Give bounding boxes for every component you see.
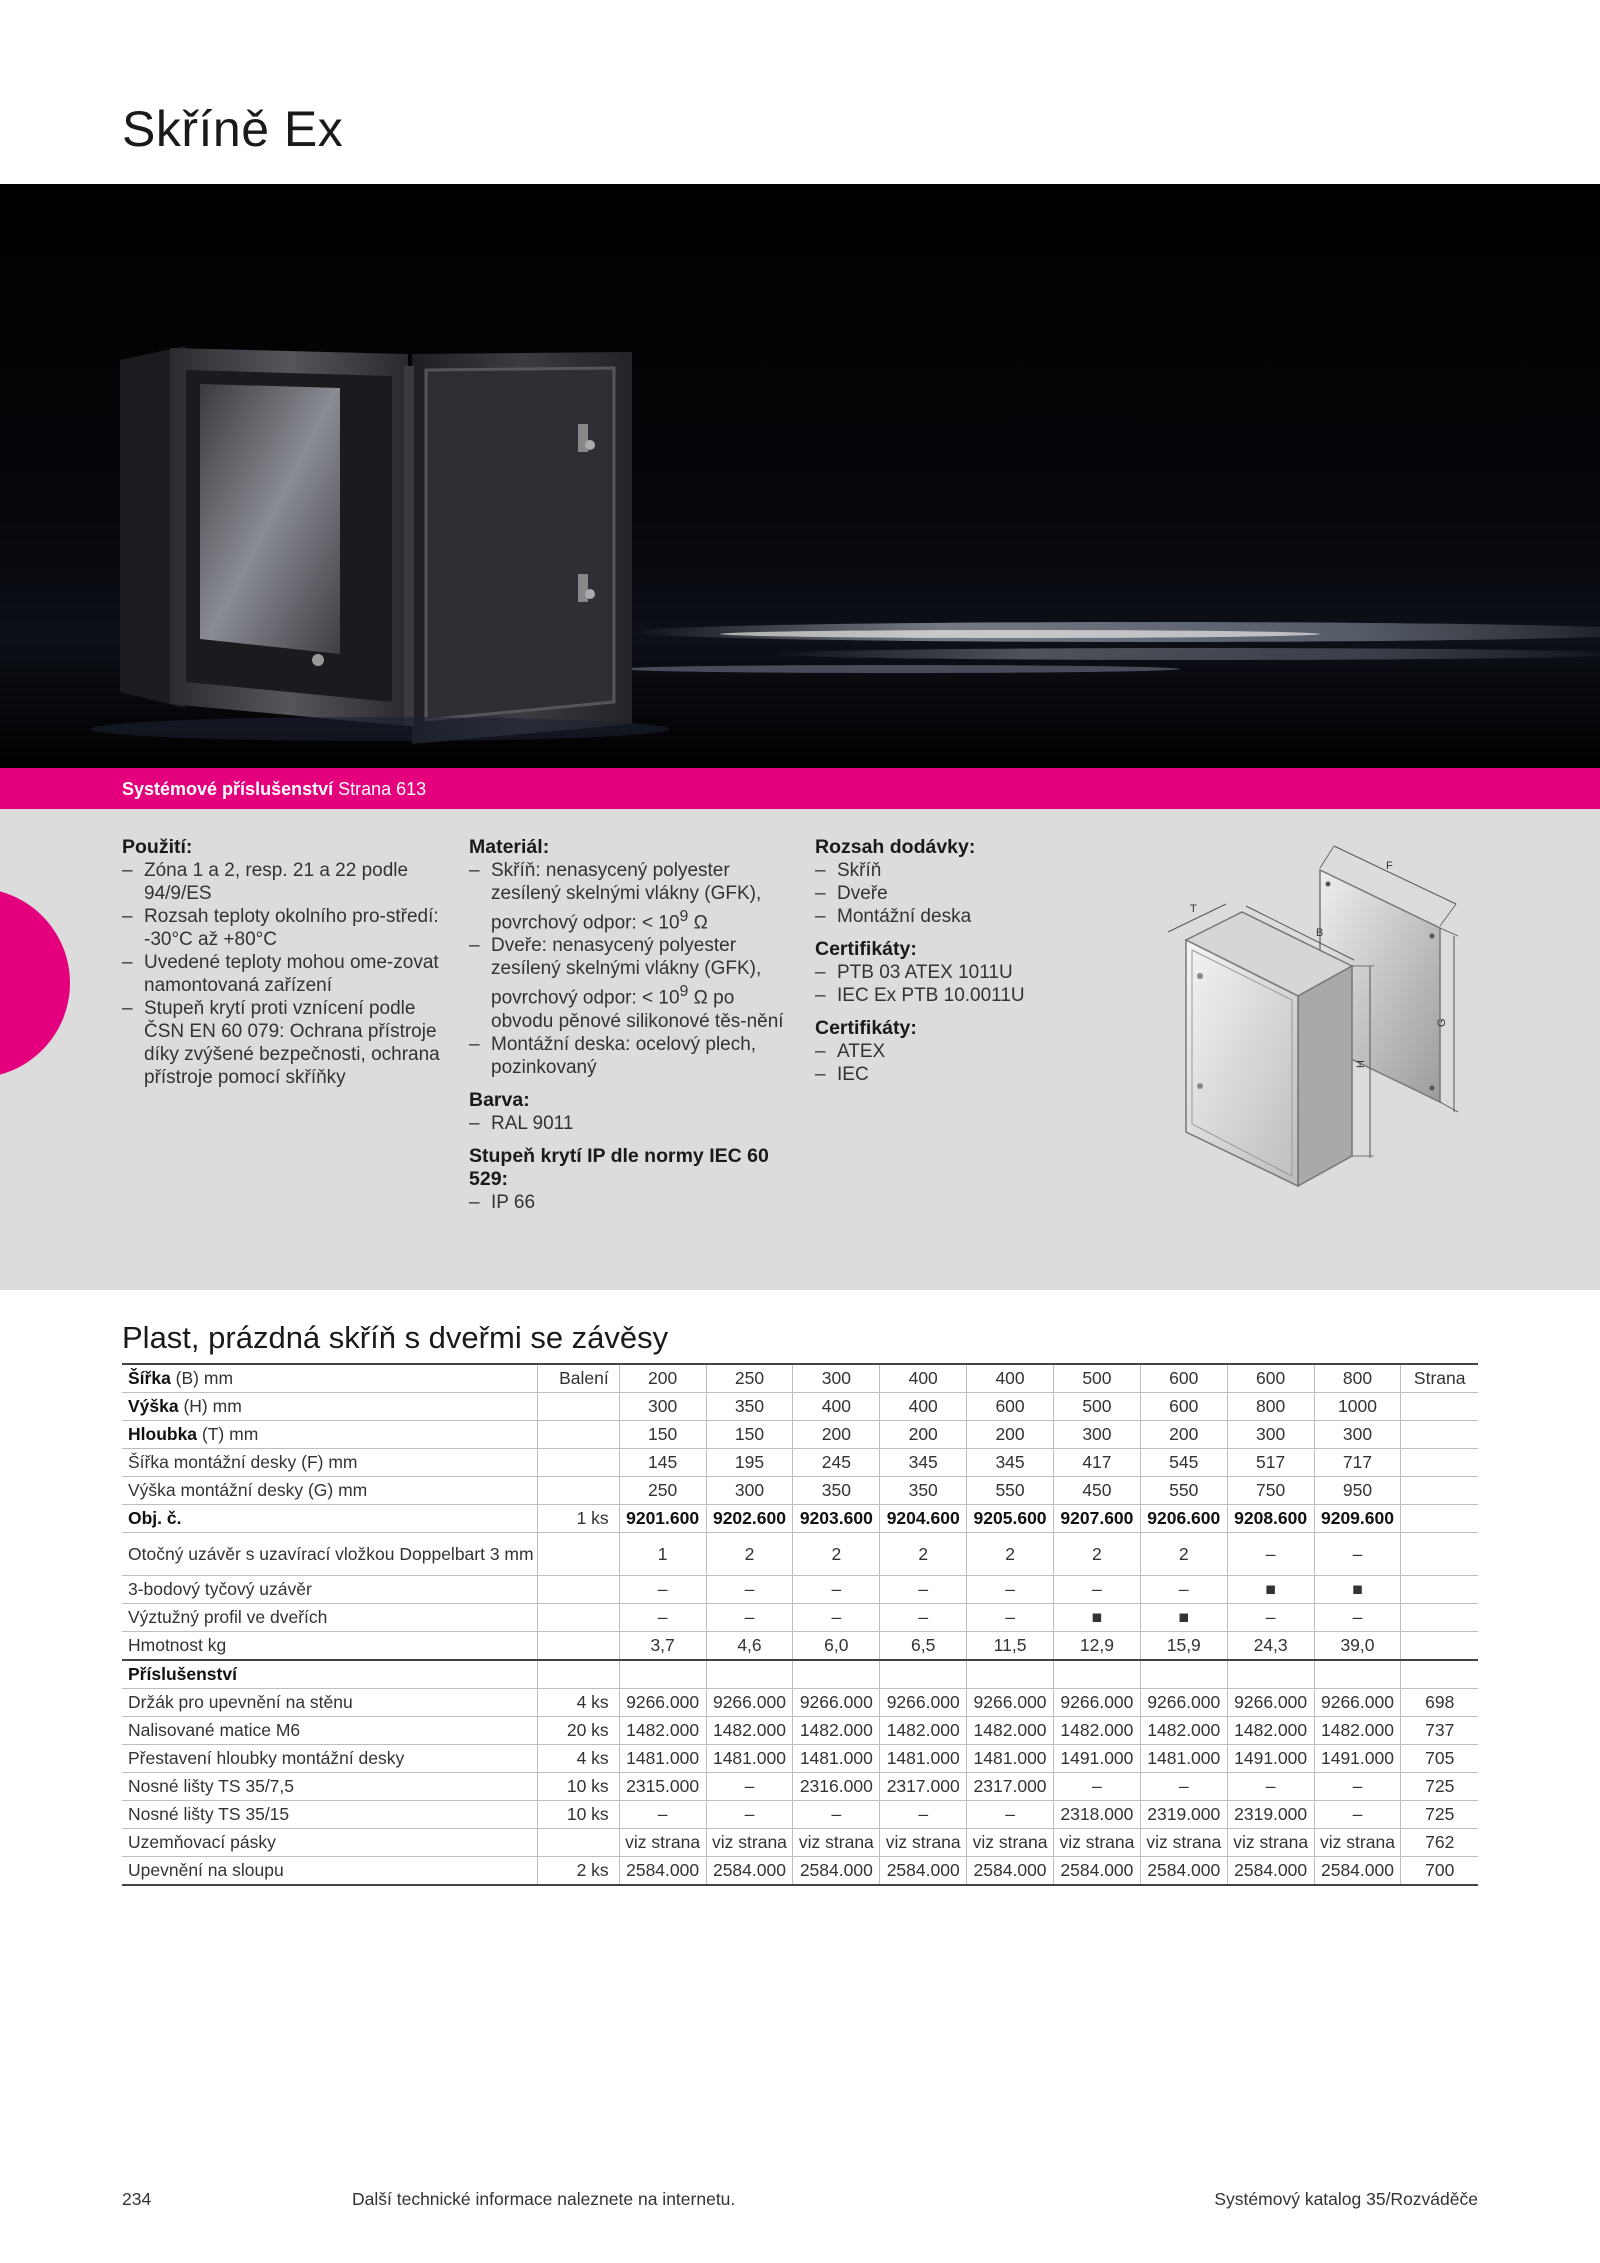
value-cell: 9202.600 <box>706 1505 793 1533</box>
page-title: Skříně Ex <box>122 101 344 157</box>
value-cell: viz strana <box>1314 1829 1401 1857</box>
value-cell: 1491.000 <box>1227 1745 1314 1773</box>
value-cell <box>1314 1660 1401 1689</box>
row-label: Šířka (B) mm <box>122 1364 537 1393</box>
value-cell: – <box>706 1576 793 1604</box>
use-heading: Použití: <box>122 836 193 858</box>
value-cell: 11,5 <box>967 1632 1054 1661</box>
value-cell: 2584.000 <box>1140 1857 1227 1886</box>
value-cell: 750 <box>1227 1477 1314 1505</box>
value-cell: ■ <box>1053 1604 1140 1632</box>
pack-cell: 2 ks <box>537 1857 619 1886</box>
value-cell: 24,3 <box>1227 1632 1314 1661</box>
diagram-label-g: G <box>1436 1018 1448 1027</box>
value-cell: – <box>1314 1773 1401 1801</box>
table-row <box>122 1660 1478 1689</box>
value-cell: 150 <box>706 1421 793 1449</box>
value-cell: 9207.600 <box>1053 1505 1140 1533</box>
color-item: – RAL 9011 <box>469 1112 789 1135</box>
pack-cell <box>537 1660 619 1689</box>
row-label: Nosné lišty TS 35/7,5 <box>122 1773 537 1801</box>
color-heading: Barva: <box>469 1088 530 1111</box>
value-cell: 350 <box>706 1393 793 1421</box>
value-cell: 9266.000 <box>1314 1689 1401 1717</box>
value-cell: 39,0 <box>1314 1632 1401 1661</box>
value-cell: 9266.000 <box>1140 1689 1227 1717</box>
page-ref-cell[interactable]: 725 <box>1401 1801 1478 1829</box>
value-cell: 250 <box>619 1477 706 1505</box>
value-cell: – <box>967 1801 1054 1829</box>
value-cell: 2316.000 <box>793 1773 880 1801</box>
row-label: Příslušenství <box>122 1660 537 1689</box>
value-cell: viz strana <box>619 1829 706 1857</box>
page-ref-cell: Strana <box>1401 1364 1478 1393</box>
pack-cell: 4 ks <box>537 1689 619 1717</box>
value-cell: ■ <box>1314 1576 1401 1604</box>
material-heading: Materiál: <box>469 836 550 858</box>
value-cell: 195 <box>706 1449 793 1477</box>
product-photo <box>0 184 1600 768</box>
value-cell: 517 <box>1227 1449 1314 1477</box>
table-row <box>122 1745 1478 1773</box>
value-cell: 2 <box>1140 1533 1227 1576</box>
row-label: Šířka montážní desky (F) mm <box>122 1449 537 1477</box>
value-cell: viz strana <box>793 1829 880 1857</box>
value-cell: – <box>1314 1604 1401 1632</box>
use-item: – Zóna 1 a 2, resp. 21 a 22 podle 94/9/ES <box>122 859 442 905</box>
row-label: Přestavení hloubky montážní desky <box>122 1745 537 1773</box>
value-cell: 9266.000 <box>793 1689 880 1717</box>
ip-item: – IP 66 <box>469 1191 789 1214</box>
row-label: 3-bodový tyčový uzávěr <box>122 1576 537 1604</box>
pack-cell: 10 ks <box>537 1773 619 1801</box>
value-cell: 1491.000 <box>1314 1745 1401 1773</box>
row-label: Výška montážní desky (G) mm <box>122 1477 537 1505</box>
page-ref-cell[interactable]: 725 <box>1401 1773 1478 1801</box>
table-row <box>122 1829 1478 1857</box>
value-cell: 9266.000 <box>1053 1689 1140 1717</box>
value-cell: 1482.000 <box>967 1717 1054 1745</box>
pack-cell <box>537 1604 619 1632</box>
table-row <box>122 1604 1478 1632</box>
cert-heading: Certifikáty: <box>815 1017 917 1039</box>
value-cell: 2 <box>967 1533 1054 1576</box>
pack-cell: 4 ks <box>537 1745 619 1773</box>
accessories-banner-page[interactable]: Strana 613 <box>338 779 427 799</box>
value-cell: – <box>619 1576 706 1604</box>
value-cell: 600 <box>967 1393 1054 1421</box>
table-row <box>122 1576 1478 1604</box>
value-cell: – <box>793 1604 880 1632</box>
pack-cell <box>537 1829 619 1857</box>
row-label: Upevnění na sloupu <box>122 1857 537 1886</box>
value-cell: 1482.000 <box>1140 1717 1227 1745</box>
page-ref-cell <box>1401 1632 1478 1661</box>
value-cell: 300 <box>619 1393 706 1421</box>
page-ref-cell[interactable]: 698 <box>1401 1689 1478 1717</box>
value-cell: 400 <box>967 1364 1054 1393</box>
pack-cell: 10 ks <box>537 1801 619 1829</box>
value-cell: 400 <box>793 1393 880 1421</box>
value-cell: – <box>967 1576 1054 1604</box>
value-cell <box>706 1660 793 1689</box>
material-item: – Montážní deska: ocelový plech, pozinkovaný <box>469 1033 789 1079</box>
diagram-label-f: F <box>1386 860 1393 872</box>
page-ref-cell <box>1401 1533 1478 1576</box>
table-row <box>122 1505 1478 1533</box>
supply-item: – Dveře <box>815 882 1115 905</box>
value-cell: 2584.000 <box>880 1857 967 1886</box>
row-label: Nosné lišty TS 35/15 <box>122 1801 537 1829</box>
pack-cell <box>537 1421 619 1449</box>
value-cell: 2584.000 <box>706 1857 793 1886</box>
value-cell: 200 <box>1140 1421 1227 1449</box>
value-cell <box>1053 1660 1140 1689</box>
table-row <box>122 1364 1478 1393</box>
value-cell: 300 <box>1314 1421 1401 1449</box>
pack-cell: Balení <box>537 1364 619 1393</box>
table-row <box>122 1393 1478 1421</box>
value-cell: 2584.000 <box>619 1857 706 1886</box>
value-cell: 345 <box>967 1449 1054 1477</box>
value-cell: – <box>1053 1576 1140 1604</box>
material-item: – Dveře: nenasycený polyester zesílený skelnými vlákny (GFK), povrchový odpor: < $10^9$ Ω po obvodu pěnové silikonové těs-nění <box>469 934 789 1032</box>
row-label: Držák pro upevnění na stěnu <box>122 1689 537 1717</box>
value-cell: – <box>967 1604 1054 1632</box>
diagram-label-h: H <box>1355 1060 1367 1068</box>
table-row <box>122 1773 1478 1801</box>
supply-item: – Skříň <box>815 859 1115 882</box>
pack-cell <box>537 1632 619 1661</box>
table-row <box>122 1632 1478 1661</box>
value-cell <box>1140 1660 1227 1689</box>
value-cell: 1481.000 <box>793 1745 880 1773</box>
material-column <box>469 836 789 1224</box>
material-item: – Skříň: nenasycený polyester zesílený skelnými vlákny (GFK), povrchový odpor: < $10^9$ Ω <box>469 859 789 934</box>
ip-heading: Stupeň krytí IP dle normy IEC 60 529: <box>469 1144 769 1190</box>
value-cell: – <box>793 1576 880 1604</box>
page-ref-cell[interactable]: 705 <box>1401 1745 1478 1773</box>
value-cell: 200 <box>880 1421 967 1449</box>
value-cell: 200 <box>967 1421 1054 1449</box>
value-cell: 250 <box>706 1364 793 1393</box>
row-label: Obj. č. <box>122 1505 537 1533</box>
cert-item: – IEC Ex PTB 10.0011U <box>815 984 1115 1007</box>
value-cell: viz strana <box>1227 1829 1314 1857</box>
value-cell: 1482.000 <box>619 1717 706 1745</box>
page-ref-cell <box>1401 1393 1478 1421</box>
use-item: – Rozsah teploty okolního pro-středí: -30°C až +80°C <box>122 905 442 951</box>
value-cell: viz strana <box>967 1829 1054 1857</box>
section-title: Plast, prázdná skříň s dveřmi se závěsy <box>122 1320 669 1355</box>
value-cell: 417 <box>1053 1449 1140 1477</box>
value-cell: 12,9 <box>1053 1632 1140 1661</box>
page-ref-cell[interactable]: 762 <box>1401 1829 1478 1857</box>
value-cell: 300 <box>706 1477 793 1505</box>
table-row <box>122 1421 1478 1449</box>
use-item: – Stupeň krytí proti vznícení podle ČSN EN 60 079: Ochrana přístroje díky zvýšené bezpečnosti, ochrana přístroje pomocí skříňky <box>122 997 442 1089</box>
value-cell: viz strana <box>880 1829 967 1857</box>
value-cell: 1481.000 <box>967 1745 1054 1773</box>
value-cell: 9205.600 <box>967 1505 1054 1533</box>
spec-table <box>122 1363 1478 1886</box>
value-cell: – <box>619 1801 706 1829</box>
value-cell: 2319.000 <box>1140 1801 1227 1829</box>
value-cell: 2317.000 <box>967 1773 1054 1801</box>
value-cell: 1481.000 <box>706 1745 793 1773</box>
value-cell: – <box>1053 1773 1140 1801</box>
value-cell: 2584.000 <box>967 1857 1054 1886</box>
value-cell: 9203.600 <box>793 1505 880 1533</box>
row-label: Uzemňovací pásky <box>122 1829 537 1857</box>
value-cell: 2584.000 <box>1314 1857 1401 1886</box>
value-cell: 2315.000 <box>619 1773 706 1801</box>
value-cell: 500 <box>1053 1364 1140 1393</box>
value-cell: 1482.000 <box>1053 1717 1140 1745</box>
value-cell: – <box>1227 1604 1314 1632</box>
pack-cell <box>537 1533 619 1576</box>
value-cell: 200 <box>793 1421 880 1449</box>
value-cell: – <box>1314 1801 1401 1829</box>
value-cell <box>880 1660 967 1689</box>
value-cell: 1482.000 <box>706 1717 793 1745</box>
value-cell <box>793 1660 880 1689</box>
page-ref-cell[interactable]: 700 <box>1401 1857 1478 1886</box>
value-cell: 9209.600 <box>1314 1505 1401 1533</box>
value-cell: 300 <box>1227 1421 1314 1449</box>
pack-cell <box>537 1477 619 1505</box>
value-cell: 200 <box>619 1364 706 1393</box>
page-ref-cell <box>1401 1604 1478 1632</box>
supply-heading: Rozsah dodávky: <box>815 836 976 858</box>
value-cell: 2318.000 <box>1053 1801 1140 1829</box>
value-cell: 1481.000 <box>619 1745 706 1773</box>
value-cell: 9266.000 <box>967 1689 1054 1717</box>
value-cell: 600 <box>1140 1393 1227 1421</box>
accessories-banner-label: Systémové příslušenství <box>122 779 334 799</box>
value-cell: 15,9 <box>1140 1632 1227 1661</box>
page-number: 234 <box>122 2189 152 2209</box>
value-cell: 300 <box>793 1364 880 1393</box>
value-cell: – <box>706 1604 793 1632</box>
row-label: Výztužný profil ve dveřích <box>122 1604 537 1632</box>
value-cell: viz strana <box>706 1829 793 1857</box>
value-cell: 6,0 <box>793 1632 880 1661</box>
value-cell: 2 <box>880 1533 967 1576</box>
row-label: Nalisované matice M6 <box>122 1717 537 1745</box>
value-cell: 2584.000 <box>1227 1857 1314 1886</box>
page-ref-cell[interactable]: 737 <box>1401 1717 1478 1745</box>
cert-item: – IEC <box>815 1063 1115 1086</box>
value-cell: 500 <box>1053 1393 1140 1421</box>
page-ref-cell <box>1401 1449 1478 1477</box>
value-cell <box>967 1660 1054 1689</box>
value-cell: viz strana <box>1140 1829 1227 1857</box>
supply-item: – Montážní deska <box>815 905 1115 928</box>
value-cell: – <box>1227 1773 1314 1801</box>
table-row <box>122 1533 1478 1576</box>
row-label: Hloubka (T) mm <box>122 1421 537 1449</box>
cert-item: – PTB 03 ATEX 1011U <box>815 961 1115 984</box>
value-cell: 1481.000 <box>880 1745 967 1773</box>
value-cell: 9266.000 <box>619 1689 706 1717</box>
value-cell: – <box>619 1604 706 1632</box>
diagram-label-b: B <box>1316 927 1324 939</box>
pack-cell <box>537 1449 619 1477</box>
page-ref-cell <box>1401 1505 1478 1533</box>
diagram-label-t: T <box>1190 903 1197 915</box>
value-cell: – <box>1314 1533 1401 1576</box>
row-label: Otočný uzávěr s uzavírací vložkou Doppelbart 3 mm <box>122 1533 537 1576</box>
value-cell: 1482.000 <box>880 1717 967 1745</box>
value-cell: – <box>793 1801 880 1829</box>
value-cell: 9266.000 <box>880 1689 967 1717</box>
value-cell: – <box>880 1604 967 1632</box>
value-cell: 9266.000 <box>1227 1689 1314 1717</box>
value-cell: 350 <box>793 1477 880 1505</box>
value-cell: 600 <box>1140 1364 1227 1393</box>
pack-cell: 1 ks <box>537 1505 619 1533</box>
value-cell: – <box>706 1801 793 1829</box>
value-cell: 9206.600 <box>1140 1505 1227 1533</box>
accessories-banner <box>0 768 1600 809</box>
value-cell: 2 <box>793 1533 880 1576</box>
table-row <box>122 1477 1478 1505</box>
page-ref-cell <box>1401 1477 1478 1505</box>
footer-note: Další technické informace naleznete na internetu. <box>352 2189 736 2209</box>
value-cell: 2319.000 <box>1227 1801 1314 1829</box>
value-cell: 1481.000 <box>1140 1745 1227 1773</box>
table-row <box>122 1801 1478 1829</box>
value-cell: 450 <box>1053 1477 1140 1505</box>
value-cell <box>619 1660 706 1689</box>
value-cell: viz strana <box>1053 1829 1140 1857</box>
value-cell: 245 <box>793 1449 880 1477</box>
value-cell: – <box>706 1773 793 1801</box>
dimension-diagram <box>1148 836 1468 1196</box>
footer-catalog: Systémový katalog 35/Rozváděče <box>1214 2189 1478 2209</box>
value-cell: – <box>880 1801 967 1829</box>
page-ref-cell <box>1401 1421 1478 1449</box>
table-row <box>122 1857 1478 1886</box>
value-cell: 2584.000 <box>1053 1857 1140 1886</box>
value-cell: ■ <box>1140 1604 1227 1632</box>
page-ref-cell <box>1401 1660 1478 1689</box>
value-cell: 717 <box>1314 1449 1401 1477</box>
value-cell: 800 <box>1227 1393 1314 1421</box>
value-cell: 9201.600 <box>619 1505 706 1533</box>
value-cell: 2317.000 <box>880 1773 967 1801</box>
value-cell: 2584.000 <box>793 1857 880 1886</box>
value-cell: 1491.000 <box>1053 1745 1140 1773</box>
table-row <box>122 1689 1478 1717</box>
pack-cell <box>537 1576 619 1604</box>
value-cell: 350 <box>880 1477 967 1505</box>
page-ref-cell <box>1401 1576 1478 1604</box>
use-item: – Uvedené teploty mohou ome-zovat namontovaná zařízení <box>122 951 442 997</box>
table-row <box>122 1449 1478 1477</box>
value-cell: 1 <box>619 1533 706 1576</box>
value-cell: 9208.600 <box>1227 1505 1314 1533</box>
value-cell: 400 <box>880 1364 967 1393</box>
value-cell <box>1227 1660 1314 1689</box>
value-cell: 1000 <box>1314 1393 1401 1421</box>
value-cell: 950 <box>1314 1477 1401 1505</box>
value-cell: 800 <box>1314 1364 1401 1393</box>
value-cell: 145 <box>619 1449 706 1477</box>
value-cell: 550 <box>967 1477 1054 1505</box>
pack-cell: 20 ks <box>537 1717 619 1745</box>
row-label: Výška (H) mm <box>122 1393 537 1421</box>
value-cell: 2 <box>706 1533 793 1576</box>
cert-heading: Certifikáty: <box>815 938 917 960</box>
value-cell: 2 <box>1053 1533 1140 1576</box>
value-cell: 3,7 <box>619 1632 706 1661</box>
value-cell: – <box>880 1576 967 1604</box>
value-cell: 1482.000 <box>793 1717 880 1745</box>
use-column <box>122 836 442 1099</box>
value-cell: 4,6 <box>706 1632 793 1661</box>
value-cell: 550 <box>1140 1477 1227 1505</box>
value-cell: 400 <box>880 1393 967 1421</box>
cert-item: – ATEX <box>815 1040 1115 1063</box>
value-cell: – <box>1140 1576 1227 1604</box>
supply-column <box>815 836 1115 1096</box>
value-cell: – <box>1227 1533 1314 1576</box>
value-cell: ■ <box>1227 1576 1314 1604</box>
value-cell: 150 <box>619 1421 706 1449</box>
value-cell: 600 <box>1227 1364 1314 1393</box>
value-cell: 6,5 <box>880 1632 967 1661</box>
value-cell: 1482.000 <box>1227 1717 1314 1745</box>
row-label: Hmotnost kg <box>122 1632 537 1661</box>
value-cell: 300 <box>1053 1421 1140 1449</box>
pack-cell <box>537 1393 619 1421</box>
table-row <box>122 1717 1478 1745</box>
value-cell: 9204.600 <box>880 1505 967 1533</box>
value-cell: 9266.000 <box>706 1689 793 1717</box>
value-cell: 545 <box>1140 1449 1227 1477</box>
value-cell: 345 <box>880 1449 967 1477</box>
value-cell: – <box>1140 1773 1227 1801</box>
value-cell: 1482.000 <box>1314 1717 1401 1745</box>
